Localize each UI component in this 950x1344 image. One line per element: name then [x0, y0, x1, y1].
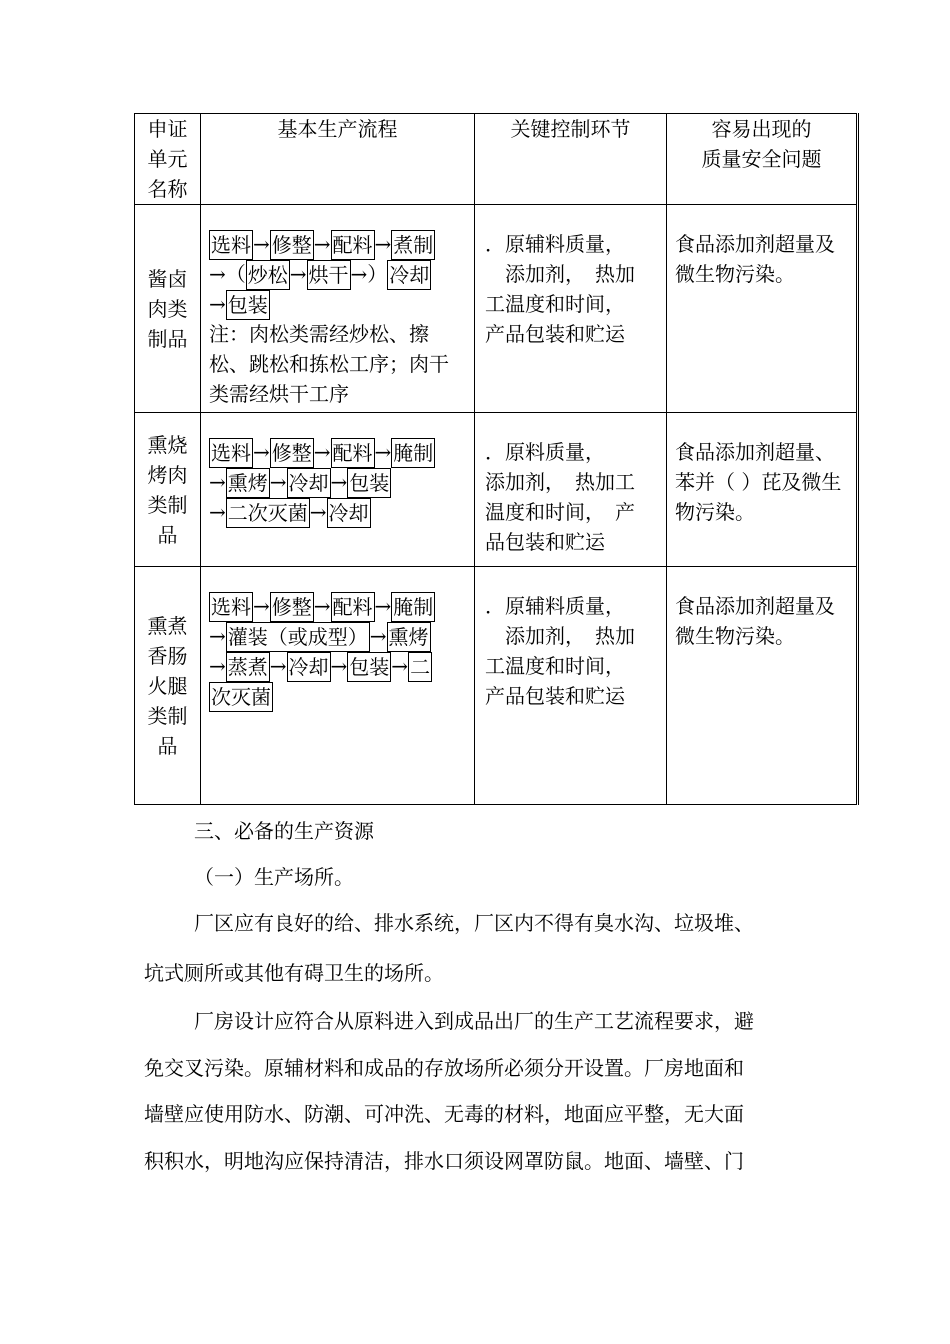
flow-arrow: → [253, 232, 270, 256]
paragraph-line: 免交叉污染。原辅材料和成品的存放场所必须分开设置。厂房地面和 [144, 1056, 744, 1080]
unit-line: 酱卤 [147, 266, 188, 291]
unit-name-cell [135, 205, 201, 413]
flow-line [209, 621, 466, 651]
flow-step-box: 冷却 [287, 468, 331, 498]
control-cell [475, 205, 667, 413]
flow-line [209, 229, 466, 259]
flow-step-box: 冷却 [327, 498, 371, 528]
control-line: ．原料质量， [485, 440, 605, 464]
flow-arrow: → [374, 440, 392, 464]
flow-step-box: 包装 [226, 290, 270, 320]
flow-line [209, 467, 466, 497]
paragraph-line: 坑式厕所或其他有碍卫生的场所。 [144, 961, 444, 985]
flow-line [209, 591, 466, 621]
flow-arrow: →） [350, 262, 388, 286]
flow-diagram [209, 437, 466, 527]
control-line: 产品包装和贮运 [485, 684, 625, 708]
table-row [135, 567, 858, 805]
header-flow: 基本生产流程 [201, 114, 475, 205]
flow-line [209, 289, 466, 319]
header-unit-line: 申证 [147, 117, 188, 141]
control-line: 工温度和时间， [485, 292, 625, 316]
flow-arrow: → [391, 654, 409, 678]
flow-step-box: 腌制 [391, 592, 435, 622]
issue-cell: 食品添加剂超量、苯并（ ）芘及微生物污染。 [667, 413, 858, 567]
flow-step-box: 炒松 [246, 260, 290, 290]
paragraph-line: 积积水，明地沟应保持清洁，排水口须设网罩防鼠。地面、墙壁、门 [144, 1149, 744, 1173]
header-unit-line: 单元 [147, 147, 188, 171]
unit-line: 肉类 [147, 296, 188, 321]
subsection-heading: （一）生产场所。 [194, 865, 354, 889]
header-unit-line: 名称 [147, 177, 188, 201]
header-control: 关键控制环节 [475, 114, 667, 205]
unit-line: 烤肉 [147, 462, 188, 487]
header-unit-name [135, 114, 201, 205]
flow-step-box: 蒸煮 [226, 652, 270, 682]
flow-arrow: → [369, 624, 387, 648]
flow-step-box: 选料 [209, 438, 253, 468]
paragraph-line: 墙壁应使用防水、防潮、可冲洗、无毒的材料，地面应平整，无大面 [144, 1102, 744, 1126]
control-line: 品包装和贮运 [485, 530, 605, 554]
flow-arrow: → [209, 470, 226, 494]
flow-arrow: → [374, 232, 392, 256]
flow-step-box: 次灭菌 [209, 682, 273, 712]
unit-line: 品 [157, 733, 178, 758]
control-cell [475, 567, 667, 805]
flow-step-box: 修整 [270, 438, 314, 468]
flow-arrow: → [209, 500, 226, 524]
flow-arrow: → [209, 654, 226, 678]
flow-step-box: 熏烤 [387, 622, 431, 652]
flow-step-box: 腌制 [391, 438, 435, 468]
flow-line [209, 437, 466, 467]
table-row [135, 205, 858, 413]
flow-arrow: → [313, 594, 331, 618]
flow-arrow: → [309, 500, 327, 524]
header-issue-line: 质量安全问题 [701, 147, 822, 171]
control-line: 产品包装和贮运 [485, 322, 625, 346]
flow-line [209, 651, 466, 681]
flow-step-box: 冷却 [387, 260, 431, 290]
flow-arrow: → [253, 594, 270, 618]
production-table [134, 113, 859, 805]
flow-note: 注：肉松类需经炒松、擦松、跳松和拣松工序；肉干类需经烘干工序 [209, 322, 449, 406]
paragraph-line: 厂房设计应符合从原料进入到成品出厂的生产工艺流程要求，避 [194, 1009, 754, 1033]
flow-arrow: →（ [209, 262, 246, 286]
flow-step-box: 配料 [331, 592, 375, 622]
issue-cell: 食品添加剂超量及微生物污染。 [667, 205, 858, 413]
unit-line: 类制 [147, 703, 188, 728]
unit-line: 类制 [147, 492, 188, 517]
flow-arrow: → [374, 594, 392, 618]
paragraph-line: 厂区应有良好的给、排水系统，厂区内不得有臭水沟、垃圾堆、 [194, 911, 754, 935]
flow-step-box: 二 [408, 652, 432, 682]
flow-diagram [209, 591, 466, 711]
flow-step-box: 包装 [347, 468, 391, 498]
control-cell [475, 413, 667, 567]
unit-line: 品 [157, 522, 178, 547]
flow-arrow: → [209, 624, 226, 648]
control-line: 添加剂， 热加 [505, 624, 635, 648]
flow-arrow: → [289, 262, 307, 286]
flow-step-box: 二次灭菌 [226, 498, 310, 528]
control-line: ．原辅料质量， [485, 232, 625, 256]
flow-step-box: 烘干 [307, 260, 351, 290]
table-header-row [135, 114, 858, 205]
control-line: 添加剂， 热加工 [485, 470, 635, 494]
unit-line: 香肠 [147, 643, 188, 668]
flow-step-box: 冷却 [287, 652, 331, 682]
flow-arrow: → [313, 232, 331, 256]
flow-arrow: → [209, 292, 226, 316]
control-line: 温度和时间， 产 [485, 500, 635, 524]
issue-cell: 食品添加剂超量及微生物污染。 [667, 567, 858, 805]
control-line: 添加剂， 热加 [505, 262, 635, 286]
flow-arrow: → [313, 440, 331, 464]
flow-arrow: → [253, 440, 270, 464]
flow-diagram [209, 229, 466, 319]
flow-line [209, 681, 466, 711]
flow-cell [201, 205, 475, 413]
flow-line [209, 497, 466, 527]
unit-line: 制品 [147, 326, 188, 351]
flow-step-box: 修整 [270, 592, 314, 622]
control-line: 工温度和时间， [485, 654, 625, 678]
flow-step-box: 配料 [331, 230, 375, 260]
flow-step-box: 选料 [209, 230, 253, 260]
flow-cell [201, 567, 475, 805]
flow-cell [201, 413, 475, 567]
unit-name-cell [135, 567, 201, 805]
unit-name-cell [135, 413, 201, 567]
unit-line: 火腿 [147, 673, 188, 698]
flow-step-box: 配料 [331, 438, 375, 468]
flow-arrow: → [269, 470, 287, 494]
unit-line: 熏烧 [147, 432, 188, 457]
unit-line: 熏煮 [147, 613, 188, 638]
header-issue-line: 容易出现的 [711, 117, 812, 141]
flow-arrow: → [269, 654, 287, 678]
header-issue [667, 114, 858, 205]
flow-step-box: 灌装（或成型） [226, 622, 370, 652]
flow-step-box: 包装 [347, 652, 391, 682]
flow-arrow: → [330, 654, 348, 678]
flow-step-box: 选料 [209, 592, 253, 622]
flow-step-box: 煮制 [391, 230, 435, 260]
flow-line [209, 259, 466, 289]
flow-step-box: 修整 [270, 230, 314, 260]
control-line: ．原辅料质量， [485, 594, 625, 618]
section-heading: 三、必备的生产资源 [194, 819, 374, 843]
flow-arrow: → [330, 470, 348, 494]
flow-step-box: 熏烤 [226, 468, 270, 498]
table-row [135, 413, 858, 567]
